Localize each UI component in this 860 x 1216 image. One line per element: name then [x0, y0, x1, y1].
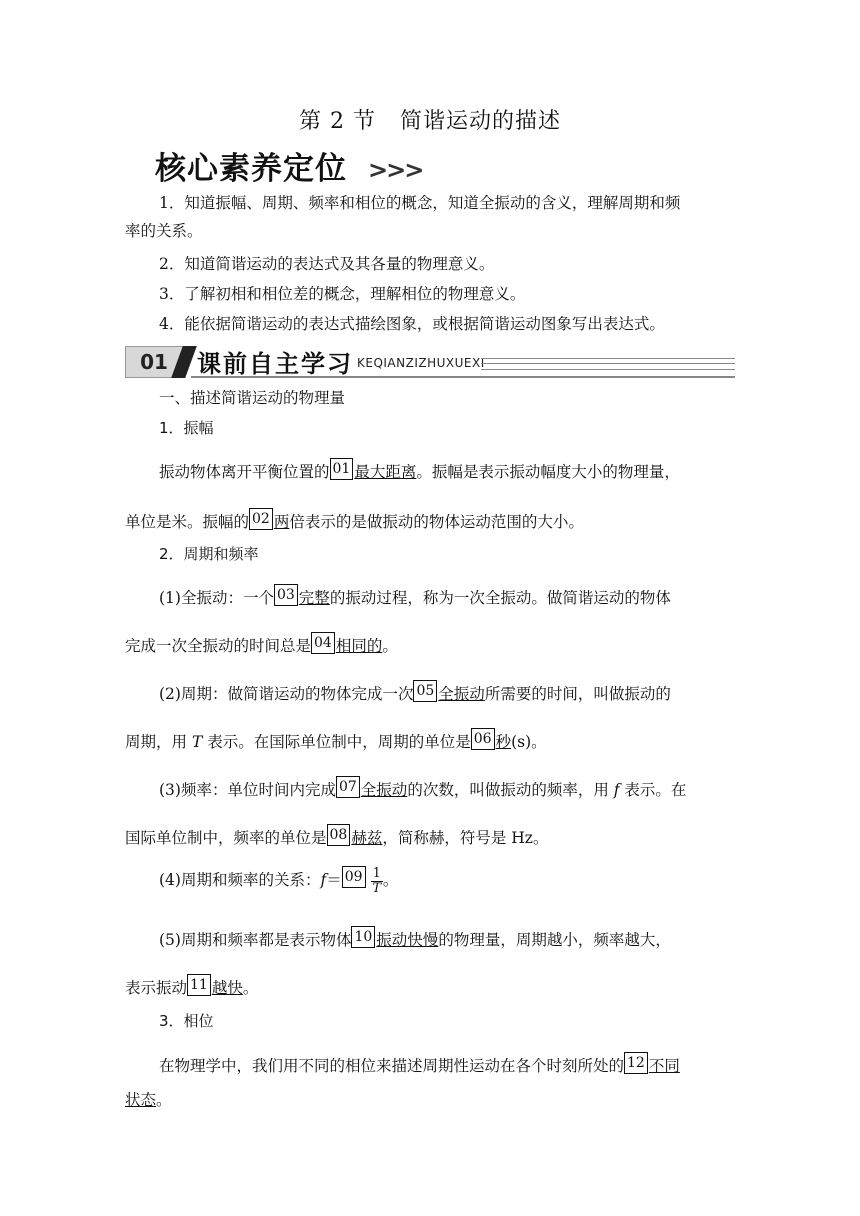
- text: 的振动过程，称为一次全振动。做简谐运动的物体: [329, 589, 671, 607]
- objective-text: 4．能依据简谐运动的表达式描绘图象，或根据简谐运动图象写出表达式。: [159, 315, 665, 333]
- text: 。: [156, 1091, 172, 1109]
- section-baseline: [191, 376, 735, 378]
- text: 。: [382, 637, 398, 655]
- objective-text: 率的关系。: [125, 222, 203, 240]
- answer: 不同: [648, 1057, 680, 1075]
- equals-sign: ＝: [326, 871, 342, 889]
- answer: 秒: [495, 733, 512, 751]
- section-number: 01: [125, 346, 183, 378]
- text: 。: [382, 871, 399, 889]
- text: 表示。在: [619, 781, 687, 799]
- text: 。振幅是表示振动幅度大小的物理量，: [416, 463, 680, 481]
- text: (4)周期和频率的关系：: [159, 871, 321, 889]
- answer: 越快: [211, 979, 243, 997]
- section-banner: [125, 346, 735, 376]
- page-title: [0, 104, 860, 135]
- objective-text: 1．知道振幅、周期、频率和相位的概念，知道全振动的含义，理解周期和频: [159, 194, 681, 212]
- answer: 状态: [125, 1091, 157, 1109]
- objective-1-line1: [125, 189, 745, 217]
- blank-number: 05: [413, 680, 437, 702]
- amplitude-line2: [125, 508, 745, 532]
- text: 。: [242, 979, 259, 997]
- text: 振动物体离开平衡位置的: [159, 463, 330, 481]
- symbol-f: f: [320, 871, 327, 889]
- answer: 全振动: [438, 685, 485, 703]
- text: 周期，用: [125, 733, 192, 751]
- relation-line: [125, 866, 745, 896]
- text: 完成一次全振动的时间总是: [125, 637, 312, 655]
- section-pinyin: KEQIANZIZHUXUEXI: [357, 356, 485, 370]
- objective-3: [125, 280, 745, 308]
- objective-text: 3．了解初相和相位差的概念，理解相位的物理意义。: [159, 285, 526, 303]
- blank-number: 09: [342, 866, 366, 888]
- subheading-text: 一、描述简谐运动的物理量: [159, 389, 346, 407]
- text: (s)。: [511, 733, 547, 751]
- heading-text: 3．相位: [159, 1012, 214, 1030]
- objective-text: 2．知道简谐运动的表达式及其各量的物理意义。: [159, 255, 495, 273]
- blank-number: 04: [311, 632, 335, 654]
- text: (5)周期和频率都是表示物体: [159, 931, 352, 949]
- text: 表示振动: [125, 979, 188, 997]
- answer: 最大距离: [354, 463, 417, 481]
- title-text: 简谐运动的描述: [399, 109, 561, 134]
- speed-line2: [125, 974, 745, 998]
- text: 国际单位制中，频率的单位是: [125, 829, 327, 847]
- blank-number: 06: [471, 728, 495, 750]
- answer: 完整: [298, 589, 330, 607]
- fraction-numerator: 1: [372, 865, 381, 881]
- full-vibration-line1: [125, 584, 745, 608]
- fraction: [371, 867, 383, 896]
- answer: 振动快慢: [376, 931, 439, 949]
- frequency-line1: [125, 776, 745, 800]
- text: 在物理学中，我们用不同的相位来描述周期性运动在各个时刻所处的: [159, 1057, 625, 1075]
- text: 倍表示的是做振动的物体运动范围的大小。: [289, 513, 584, 531]
- heading-text: 2．周期和频率: [159, 545, 259, 563]
- phase-line2: [125, 1088, 745, 1110]
- text: (1)全振动：一个: [159, 589, 274, 607]
- amplitude-line1: [125, 458, 745, 482]
- text: (3)频率：单位时间内完成: [159, 781, 336, 799]
- section-title: 课前自主学习: [197, 350, 353, 378]
- objective-1-line2: [125, 217, 745, 245]
- answer: 全振动: [360, 781, 408, 799]
- blank-number: 11: [187, 974, 211, 996]
- text: (2)周期：做简谐运动的物体完成一次: [159, 685, 414, 703]
- fraction-denominator: T: [372, 880, 382, 896]
- title-section-number: 第 2 节: [299, 109, 376, 134]
- heading-amplitude: [125, 417, 745, 438]
- blank-number: 10: [351, 926, 375, 948]
- period-line1: [125, 680, 745, 704]
- heading-text: 1．振幅: [159, 419, 214, 437]
- frequency-line2: [125, 824, 745, 848]
- text: 表示。在国际单位制中，周期的单位是: [202, 733, 471, 751]
- text: 的物理量，周期越小，频率越大，: [438, 931, 671, 949]
- blank-number: 01: [330, 458, 354, 480]
- blank-number: 08: [327, 824, 351, 846]
- full-vibration-line2: [125, 632, 745, 656]
- text: 单位是米。振幅的: [125, 513, 250, 531]
- answer: 相同的: [335, 637, 383, 655]
- blank-number: 07: [336, 776, 360, 798]
- period-line2: [125, 728, 745, 752]
- objective-4: [125, 310, 745, 338]
- answer: 两: [273, 513, 290, 531]
- text: 所需要的时间，叫做振动的: [484, 685, 671, 703]
- section-rule-decoration: [481, 358, 735, 370]
- core-literacy-heading: 核心素养定位: [155, 151, 347, 187]
- blank-number: 12: [624, 1052, 648, 1074]
- subheading-physical-quantities: [125, 386, 745, 408]
- blank-number: 03: [274, 584, 298, 606]
- heading-period-frequency: [125, 543, 745, 564]
- speed-line1: [125, 926, 745, 950]
- text: 的次数，叫做振动的频率，用: [407, 781, 614, 799]
- objective-2: [125, 250, 745, 278]
- symbol-T: T: [191, 733, 203, 751]
- blank-number: 02: [249, 508, 273, 530]
- phase-line1: [125, 1052, 745, 1076]
- answer: 赫兹: [351, 829, 383, 847]
- arrows-icon: >>>: [368, 156, 423, 184]
- text: ，简称赫，符号是 Hz。: [382, 829, 549, 847]
- symbol-f: f: [613, 781, 620, 799]
- heading-phase: [125, 1010, 745, 1031]
